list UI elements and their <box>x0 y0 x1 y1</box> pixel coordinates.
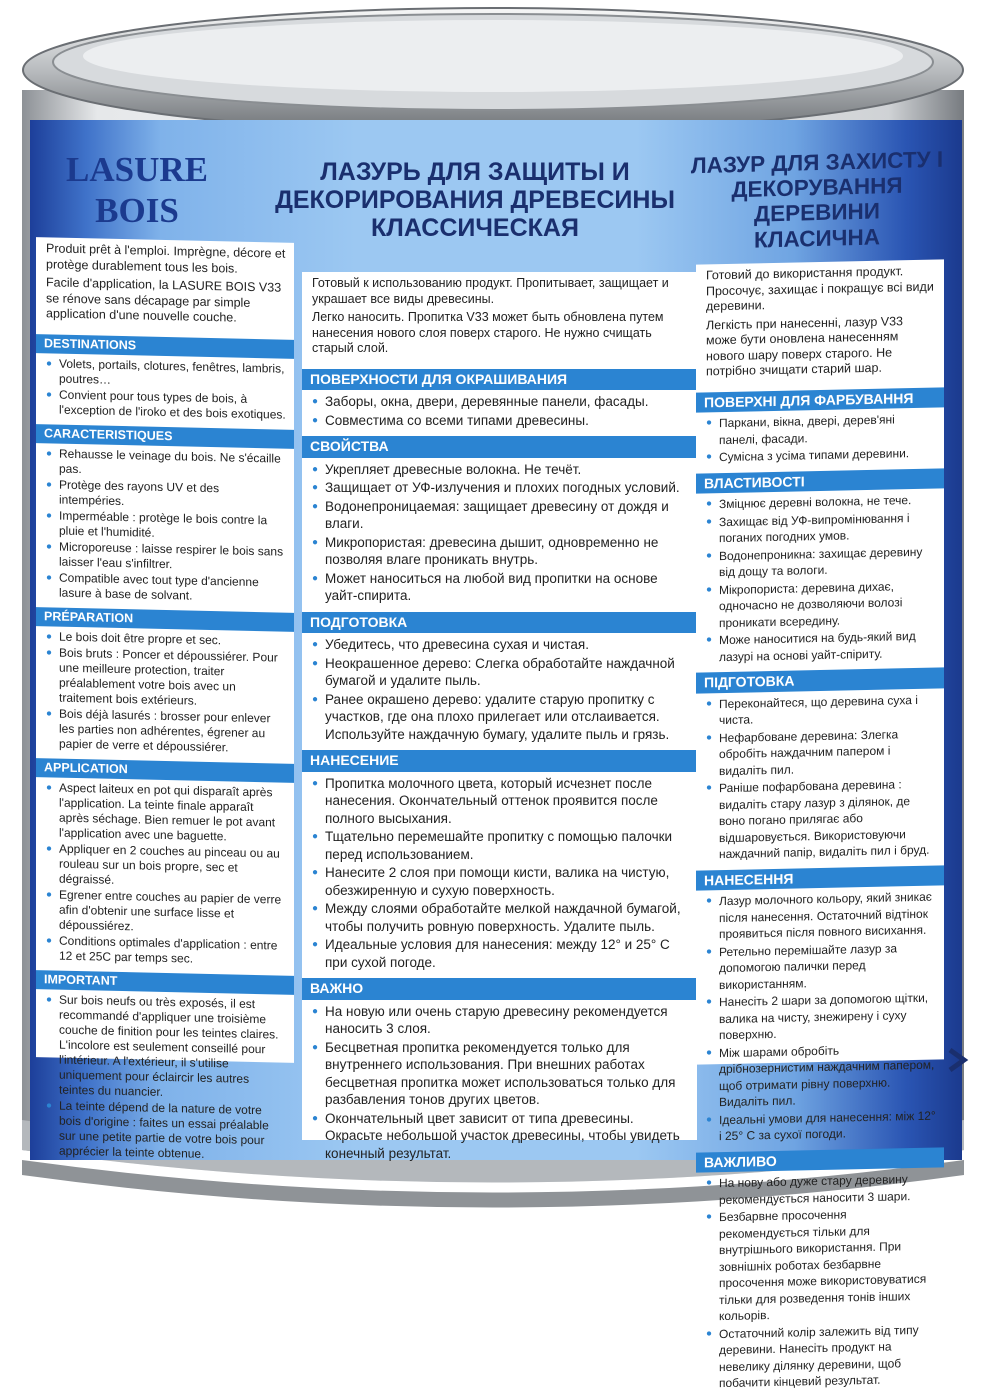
section-title: ПОВЕРХНІ ДЛЯ ФАРБУВАННЯ <box>696 387 944 413</box>
bullet-item: ● Водонепроникна: захищає деревину від дощу та вологи. <box>706 543 936 581</box>
bullet-list <box>36 356 294 423</box>
bullet-list <box>36 780 294 969</box>
instruction-section <box>696 387 944 466</box>
bullet-list <box>302 636 697 743</box>
bullet-item: ● Convient pour tous types de bois, à l'exception de l'iroko et des bois exotiques. <box>46 387 286 422</box>
intro-paragraph: Готовый к использованию продукт. Пропитывает, защищает и украшает все виды древесины. <box>312 276 669 306</box>
bullet-item: ● Зміцнює деревні волокна, не тече. <box>706 492 936 513</box>
french-instructions-panel <box>36 237 294 1161</box>
instruction-section <box>696 468 944 666</box>
instruction-section <box>36 424 294 606</box>
bullet-list <box>302 1003 697 1163</box>
bullet-item: ● Нанесіть 2 шари за допомогою щітки, валика на чисту, знежирену і суху поверхню. <box>706 990 936 1044</box>
bullet-list <box>696 888 944 1145</box>
bullet-item: ● На нову або дуже стару деревину рекомендується наносити 3 шари. <box>706 1171 936 1209</box>
header-ua-line-2: ДЕКОРУВАННЯ ДЕРЕВИНИ <box>731 172 903 228</box>
bullet-list <box>302 461 697 605</box>
bullet-item: ● Остаточний колір залежить від типу деревини. Нанесіть продукт на невелику ділянку деревини, щоб побачити кінцевий результат. <box>706 1321 936 1392</box>
bullet-item: ● Ідеальні умови для нанесення: між 12° і 25° С за сухої погоди. <box>706 1107 936 1145</box>
bullet-list <box>302 775 697 972</box>
ua-intro <box>696 259 944 385</box>
bullet-item: ● Окончательный цвет зависит от типа древесины. Окрасьте небольшой участок древесины, чтобы увидеть конечный результат. <box>312 1110 689 1163</box>
bullet-item: ● Ретельно перемішайте лазур за допомогою палички перед використанням. <box>706 939 936 993</box>
section-title: ПОВЕРХНОСТИ ДЛЯ ОКРАШИВАНИЯ <box>302 369 697 391</box>
intro-paragraph: Facile d'application, la LASURE BOIS V33 se rénove sans décapage par simple application d'une nouvelle couche. <box>46 275 282 325</box>
bullet-item: ● Переконайтеся, що деревина суха і чиста. <box>706 691 936 729</box>
bullet-item: ● Заборы, окна, двери, деревянные панели, фасады. <box>312 393 689 411</box>
bullet-item: ● Мікропориста: деревина дихає, одночасно не дозволяючи волозі проникати всередину. <box>706 577 936 631</box>
bullet-item: ● Нанесите 2 слоя при помощи кисти, валика на чистую, обезжиренную и сухую поверхность. <box>312 864 689 899</box>
bullet-list <box>696 1170 944 1392</box>
bullet-item: ● Aspect laiteux en pot qui disparaît après l'application. La teinte finale apparaît après séchage. Bien remuer le pot avant l'application avec une baguette. <box>46 780 286 845</box>
bullet-item: ● Бесцветная пропитка рекомендуется только для внутреннего использования. При внешних работах бесцветная пропитка может использоваться только для разбавления тонов других цветов. <box>312 1039 689 1109</box>
bullet-item: ● Водонепроницаемая: защищает древесину от дождя и влаги. <box>312 498 689 533</box>
bullet-list <box>696 691 944 863</box>
header-ru-line-2: ДЕКОРИРОВАНИЯ ДРЕВЕСИНЫ <box>275 186 675 214</box>
header-ua <box>682 146 952 254</box>
bullet-item: ● Ранее окрашено дерево: удалите старую пропитку с участков, где она плохо прилегает или отслаивается. Используйте наждачную бумагу, удалите пыль и грязь. <box>312 691 689 744</box>
bullet-item: ● Раніше пофарбована деревина : видаліть стару лазур з ділянок, де воно погано прилягає або відшаровується. Використовуючи наждачний папір, видаліть пил і бруд. <box>706 776 936 863</box>
intro-paragraph: Готовий до використання продукт. Просочує, захищає і покращує всі види деревини. <box>706 264 934 314</box>
instruction-section <box>36 607 294 757</box>
brand-name <box>62 150 212 232</box>
bullet-item: ● Лазур молочного кольору, який зникає після нанесення. Остаточний відтінок проявиться після повного висихання. <box>706 889 936 943</box>
chevron-icon <box>946 1040 976 1080</box>
bullet-item: ● Egrener entre couches au papier de verre afin d'obtenir une surface lisse et dépoussiérez. <box>46 887 286 937</box>
bullet-list <box>36 992 294 1164</box>
instruction-section <box>302 612 697 744</box>
bullet-list <box>696 410 944 466</box>
section-title: IMPORTANT <box>36 970 294 995</box>
section-title: ПІДГОТОВКА <box>696 667 944 693</box>
bullet-item: ● Між шарами обробіть дрібнозернистим наждачним папером, щоб отримати рівну поверхню. Видаліть пил. <box>706 1040 936 1111</box>
bullet-list <box>302 393 697 429</box>
section-title: DESTINATIONS <box>36 334 294 359</box>
header-ru <box>270 158 680 242</box>
bullet-item: ● Нефарбоване деревина: Злегка обробіть наждачним папером і видаліть пил. <box>706 725 936 779</box>
bullet-item: ● Microporeuse : laisse respirer le bois sans laisser l'eau s'infiltrer. <box>46 539 286 574</box>
bullet-item: ● Безбарвне просочення рекомендується тільки для внутрішнього використання. При зовнішніх роботах безбарвне просочення може використовуватися тільки для розведення тонів інших кольорів. <box>706 1205 936 1325</box>
section-title: ВАЖНО <box>302 978 697 1000</box>
section-title: ВЛАСТИВОСТІ <box>696 468 944 494</box>
bullet-item: ● Пропитка молочного цвета, который исчезнет после нанесения. Окончательный оттенок проявится после полного высыхания. <box>312 775 689 828</box>
section-title: НАНЕСЕНИЕ <box>302 750 697 772</box>
instruction-section <box>36 970 294 1164</box>
intro-paragraph: Produit prêt à l'emploi. Imprègne, décore et protège durablement tous les bois. <box>46 241 286 276</box>
instruction-section <box>696 667 944 863</box>
section-title: ПОДГОТОВКА <box>302 612 697 634</box>
bullet-item: ● Imperméable : protège le bois contre la pluie et l'humidité. <box>46 508 286 543</box>
bullet-list <box>36 629 294 757</box>
section-title: APPLICATION <box>36 758 294 783</box>
section-title: PRÉPARATION <box>36 607 294 632</box>
instruction-section <box>696 1147 944 1392</box>
russian-instructions-panel <box>302 272 697 1161</box>
brand-line-2: BOIS <box>95 190 179 230</box>
bullet-item: ● Protège des rayons UV et des intempéries. <box>46 477 286 512</box>
section-title: СВОЙСТВА <box>302 436 697 458</box>
instruction-section <box>696 865 944 1145</box>
ru-intro <box>302 272 697 362</box>
brand-line-1: LASURE <box>66 150 208 189</box>
bullet-item: ● Микропористая: древесина дышит, одновременно не позволяя влаге проникать внутрь. <box>312 534 689 569</box>
bullet-item: ● Volets, portails, clotures, fenêtres, lambris, poutres… <box>46 356 286 391</box>
bullet-item: ● Неокрашенное дерево: Слегка обработайте наждачной бумагой и удалите пыль. <box>312 655 689 690</box>
instruction-section <box>302 750 697 971</box>
intro-paragraph: Легко наносить. Пропитка V33 может быть обновлена путем нанесения нового слоя поверх старого. Не нужно счищать старый слой. <box>312 310 664 355</box>
bullet-item: ● Може наноситися на будь-який вид лазурі на основі уайт-спіриту. <box>706 628 936 666</box>
bullet-item: ● Паркани, вікна, двері, дерев'яні панелі, фасади. <box>706 411 936 449</box>
bullet-item: ● Sur bois neufs ou très exposés, il est recommandé d'appliquer une troisième couche de finition pour les teintes claires. L'incolore est seulement conseillé pour l'intérieur. A l'extérieur, il s'utilise uniquement pour éclaircir les autres teintes du nuancier. <box>46 992 286 1102</box>
bullet-item: ● Compatible avec tout type d'ancienne lasure à base de solvant. <box>46 570 286 605</box>
bullet-list <box>696 491 944 665</box>
bullet-item: ● Укрепляет древесные волокна. Не течёт. <box>312 461 689 479</box>
bullet-item: ● Conditions optimales d'application : entre 12 et 25C par temps sec. <box>46 933 286 968</box>
instruction-section <box>36 758 294 969</box>
bullet-item: ● Le bois doit être propre et sec. <box>46 629 286 649</box>
bullet-item: ● Между слоями обработайте мелкой наждачной бумагой, чтобы получить ровную поверхность. Удалите пыль. <box>312 900 689 935</box>
bullet-item: ● Appliquer en 2 couches au pinceau ou au rouleau sur un bois propre, sec et dégraissé. <box>46 841 286 891</box>
bullet-item: ● Тщательно перемешайте пропитку с помощью палочки перед использованием. <box>312 828 689 863</box>
bullet-item: ● La teinte dépend de la nature de votre bois d'origine : faites un essai préalable sur une petite partie de votre bois pour apprécier la teinte obtenue. <box>46 1098 286 1163</box>
section-title: НАНЕСЕННЯ <box>696 865 944 891</box>
bullet-item: ● Идеальные условия для нанесения: между 12° и 25° С при сухой погоде. <box>312 936 689 971</box>
bullet-item: ● На новую или очень старую древесину рекомендуется наносить 3 слоя. <box>312 1003 689 1038</box>
bullet-list <box>36 446 294 606</box>
bullet-item: ● Может наноситься на любой вид пропитки на основе уайт-спирита. <box>312 570 689 605</box>
instruction-section <box>302 978 697 1162</box>
section-title: CARACTERISTIQUES <box>36 424 294 449</box>
bullet-item: ● Убедитесь, что древесина сухая и чистая. <box>312 636 689 654</box>
instruction-section <box>302 436 697 605</box>
bullet-item: ● Bois déjà lasurés : brosser pour enlever les parties non adhérentes, égrener au papier de verre et dépoussiérer. <box>46 706 286 756</box>
header-ru-line-1: ЛАЗУРЬ ДЛЯ ЗАЩИТЫ И <box>320 158 630 186</box>
fr-intro <box>36 237 294 332</box>
section-title: ВАЖЛИВО <box>696 1147 944 1173</box>
ukrainian-instructions-panel <box>696 259 944 1391</box>
header-ru-line-3: КЛАССИЧЕСКАЯ <box>371 214 579 242</box>
bullet-item: ● Bois bruts : Poncer et dépoussiérer. Pour une meilleure protection, traiter préalablement votre bois avec un traitement bois extérieurs. <box>46 645 286 710</box>
bullet-item: ● Сумісна з усіма типами деревини. <box>706 445 936 466</box>
bullet-item: ● Захищає від УФ-випромінювання і поганих погодних умов. <box>706 509 936 547</box>
intro-paragraph: Легкість при нанесенні, лазур V33 може бути оновлена нанесенням нового шару поверх старого. Не потрібно зчищати старий шар. <box>706 313 904 379</box>
instruction-section <box>36 334 294 423</box>
bullet-item: ● Совместима со всеми типами древесины. <box>312 412 689 430</box>
header-ua-line-3: КЛАСИЧНА <box>754 223 880 253</box>
bullet-item: ● Rehausse le veinage du bois. Ne s'écaille pas. <box>46 446 286 481</box>
bullet-item: ● Защищает от УФ-излучения и плохих погодных условий. <box>312 479 689 497</box>
instruction-section <box>302 369 697 430</box>
header-ua-line-1: ЛАЗУР ДЛЯ ЗАХИСТУ І <box>690 146 944 179</box>
